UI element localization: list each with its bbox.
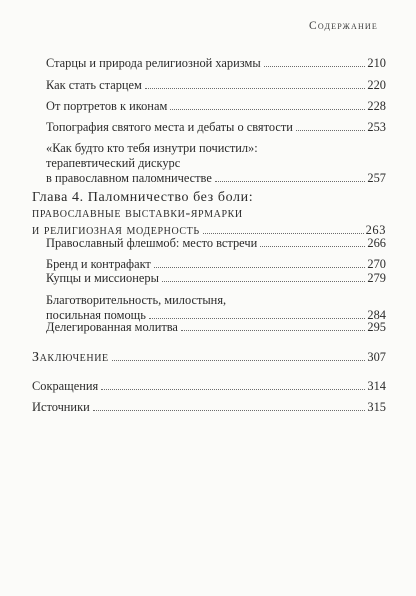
conclusion-entry[interactable] (32, 350, 386, 365)
toc-entry-title: Православный флешмоб: место встречи (46, 236, 258, 250)
dot-leader (154, 267, 366, 268)
dot-leader (93, 410, 366, 411)
chapter-title-line: Глава 4. Паломничество без боли: (32, 190, 254, 205)
back-matter-entry[interactable] (32, 400, 386, 415)
toc-entry-title: Бренд и контрафакт (46, 257, 151, 271)
toc-entry-page: 257 (367, 171, 386, 185)
dot-leader (101, 389, 365, 390)
dot-leader (264, 66, 366, 67)
toc-entry[interactable] (32, 141, 386, 186)
toc-entry[interactable] (32, 120, 386, 135)
toc-entry-title: в православном паломничестве (46, 171, 212, 185)
toc-entry[interactable] (32, 293, 386, 323)
dot-leader (181, 330, 365, 331)
toc-entry[interactable] (32, 99, 386, 114)
toc-entry[interactable] (32, 236, 386, 251)
toc-entry-title-line: «Как будто кто тебя изнутри почистил»: (46, 141, 258, 155)
chapter-title: и религиозная модерность (32, 223, 200, 238)
toc-entry-title: Купцы и миссионеры (46, 271, 159, 285)
toc-entry[interactable] (32, 271, 386, 286)
toc-entry-page: 279 (367, 271, 386, 285)
dot-leader (112, 360, 366, 361)
toc-entry[interactable] (32, 320, 386, 335)
toc-entry-title-line: терапевтический дискурс (46, 156, 181, 170)
toc-entry-title: Топография святого места и дебаты о святости (46, 120, 293, 134)
back-matter-title: Источники (32, 400, 90, 414)
conclusion-title: Заключение (32, 350, 109, 365)
dot-leader (260, 246, 365, 247)
toc-entry-title: посильная помощь (46, 308, 146, 322)
dot-leader (170, 109, 365, 110)
dot-leader (296, 130, 365, 131)
conclusion-page: 307 (367, 350, 386, 364)
toc-entry-title-line: Благотворительность, милостыня, (46, 293, 227, 307)
back-matter-title: Сокращения (32, 379, 99, 393)
chapter-page: 263 (365, 223, 386, 237)
toc-entry-page: 266 (367, 236, 386, 250)
toc-entry-title: Делегированная молитва (46, 320, 178, 334)
back-matter-page: 314 (367, 379, 386, 393)
running-header: Содержание (309, 20, 378, 32)
toc-entry-page: 270 (367, 257, 386, 271)
chapter-title-line: православные выставки-ярмарки (32, 206, 243, 221)
back-matter-page: 315 (367, 400, 386, 414)
back-matter-entry[interactable] (32, 379, 386, 394)
toc-entry-page: 228 (367, 99, 386, 113)
dot-leader (203, 233, 364, 234)
toc-entry-title: Старцы и природа религиозной харизмы (46, 56, 261, 70)
toc-entry[interactable] (32, 257, 386, 272)
toc-entry-page: 284 (367, 308, 386, 322)
toc-entry-page: 220 (367, 78, 386, 92)
dot-leader (215, 181, 366, 182)
toc-entry-title: От портретов к иконам (46, 99, 168, 113)
toc-entry[interactable] (32, 56, 386, 71)
dot-leader (145, 88, 366, 89)
chapter-heading[interactable] (32, 190, 386, 239)
toc-entry-page: 253 (367, 120, 386, 134)
toc-entry-page: 210 (367, 56, 386, 70)
toc-entry-title: Как стать старцем (46, 78, 142, 92)
toc-entry[interactable] (32, 78, 386, 93)
dot-leader (149, 318, 366, 319)
dot-leader (162, 281, 366, 282)
toc-entry-page: 295 (367, 320, 386, 334)
